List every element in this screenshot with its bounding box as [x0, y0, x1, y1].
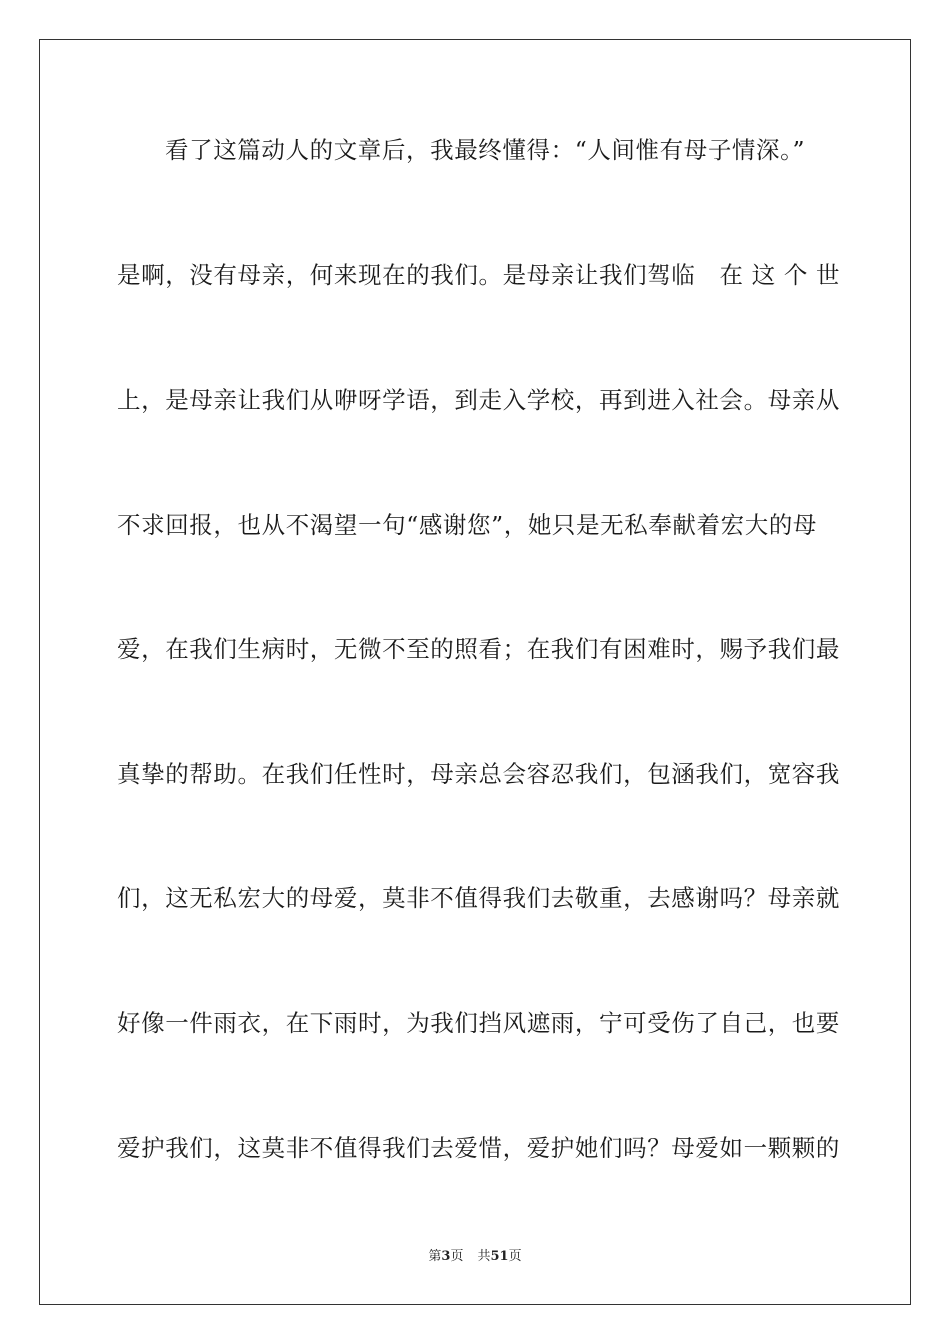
total-prefix: 共 [477, 1249, 491, 1264]
paragraph-line: 爱，在我们生病时，无微不至的照看；在我们有困难时，赐予我们最 [117, 635, 840, 663]
page-border [39, 39, 911, 1305]
paragraph-line: 不求回报，也从不渴望一句“感谢您”，她只是无私奉献着宏大的母 [117, 511, 818, 539]
page-number: 3 [441, 1249, 451, 1264]
paragraph-line: 上，是母亲让我们从咿呀学语，到走入学校，再到进入社会。母亲从 [117, 386, 840, 414]
total-suffix: 页 [508, 1249, 522, 1264]
paragraph-line: 是啊，没有母亲，何来现在的我们。是母亲让我们驾临 在 这 个 世 [117, 261, 841, 289]
total-pages: 51 [490, 1249, 509, 1264]
paragraph-line: 爱护我们，这莫非不值得我们去爱惜，爱护她们吗？母爱如一颗颗的 [117, 1134, 840, 1162]
paragraph-line: 好像一件雨衣，在下雨时，为我们挡风遮雨，宁可受伤了自己，也要 [117, 1009, 840, 1037]
paragraph-line: 们，这无私宏大的母爱，莫非不值得我们去敬重，去感谢吗？母亲就 [117, 884, 840, 912]
page-footer [0, 1248, 950, 1266]
page-prefix: 第 [428, 1249, 442, 1264]
paragraph-line: 真挚的帮助。在我们任性时，母亲总会容忍我们，包涵我们，宽容我 [117, 760, 840, 788]
page-suffix: 页 [450, 1249, 464, 1264]
paragraph-line: 看了这篇动人的文章后，我最终懂得：“人间惟有母子情深。” [165, 136, 806, 164]
